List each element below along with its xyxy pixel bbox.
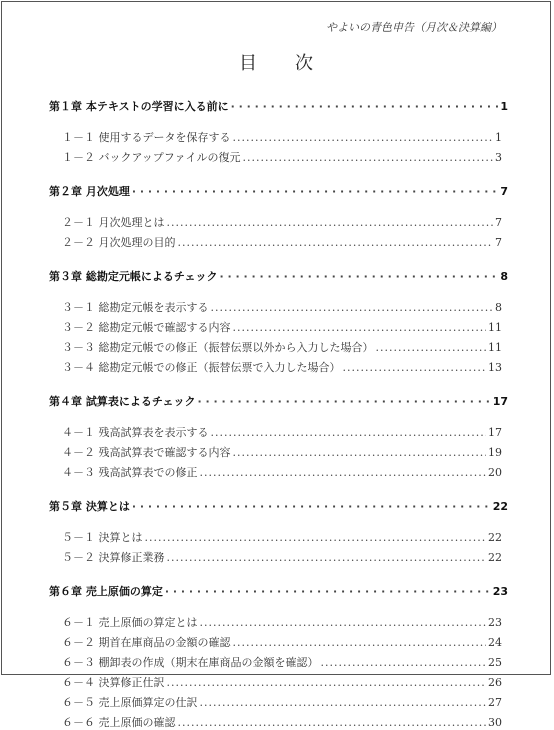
toc-chapter-entry[interactable] [49,268,508,284]
dot-leader [132,500,491,513]
toc-chapter-entry[interactable] [49,183,508,199]
dot-leader [233,446,487,459]
section-title: ３－４ 総勘定元帳での修正（振替伝票で入力した場合） [62,361,341,374]
section-title: ４－２ 残高試算表で確認する内容 [62,446,231,459]
dot-leader [165,585,491,598]
dot-leader [167,216,494,229]
chapter-page-number: 7 [500,185,508,198]
section-title: ４－３ 残高試算表での修正 [62,466,198,479]
section-title: ２－１ 月次処理とは [62,216,165,229]
toc-section-entry[interactable] [49,149,508,165]
chapter-page-number: 23 [492,585,508,598]
dot-leader [211,426,487,439]
header-note: やよいの青色申告（月次＆決算編） [326,21,502,34]
toc-section-entry[interactable] [49,614,508,630]
dot-leader [321,656,487,669]
dot-leader [343,361,487,374]
section-page-number: 27 [488,696,502,709]
dot-leader [178,716,487,729]
toc-section-entry[interactable] [49,339,508,355]
section-title: ６－２ 期首在庫商品の金額の確認 [62,636,231,649]
toc-section-entry[interactable] [49,714,508,730]
section-page-number: 22 [488,551,502,564]
section-title: ２－２ 月次処理の目的 [62,236,176,249]
toc-section-entry[interactable] [49,214,508,230]
section-title: ５－１ 決算とは [62,531,143,544]
toc-section-entry[interactable] [49,464,508,480]
toc-chapter-entry[interactable] [49,498,508,514]
dot-leader [145,531,487,544]
section-page-number: 7 [495,216,502,229]
toc-section-entry[interactable] [49,549,508,565]
dot-leader [243,151,493,164]
dot-leader [233,636,487,649]
toc-section-entry[interactable] [49,529,508,545]
section-title: ６－６ 売上原価の確認 [62,716,176,729]
toc-section-entry[interactable] [49,234,508,250]
chapter-title: 第５章 決算とは [49,500,130,513]
section-page-number: 20 [488,466,502,479]
section-page-number: 30 [488,716,502,729]
toc-chapter-entry[interactable] [49,393,508,409]
toc-title: 目次 [239,53,351,74]
toc-section-entry[interactable] [49,319,508,335]
chapter-title: 第４章 試算表によるチェック [49,395,196,408]
dot-leader [220,270,499,283]
section-page-number: 25 [488,656,502,669]
toc-section-entry[interactable] [49,299,508,315]
dot-leader [200,466,487,479]
toc-section-entry[interactable] [49,444,508,460]
section-title: ６－５ 売上原価算定の仕訳 [62,696,198,709]
dot-leader [200,696,487,709]
toc-section-entry[interactable] [49,654,508,670]
toc-section-entry[interactable] [49,694,508,710]
section-page-number: 7 [495,236,502,249]
toc-section-entry[interactable] [49,674,508,690]
section-page-number: 19 [488,446,502,459]
toc-section-entry[interactable] [49,424,508,440]
toc-section-entry[interactable] [49,129,508,145]
chapter-title: 第３章 総勘定元帳によるチェック [49,270,218,283]
dot-leader [167,551,487,564]
section-title: ６－１ 売上原価の算定とは [62,616,198,629]
toc-chapter-entry[interactable] [49,98,508,114]
section-title: １－２ バックアップファイルの復元 [62,151,241,164]
section-page-number: 13 [488,361,502,374]
section-title: ６－３ 棚卸表の作成（期末在庫商品の金額を確認） [62,656,319,669]
dot-leader [233,321,487,334]
dot-leader [198,395,491,408]
section-title: ４－１ 残高試算表を表示する [62,426,209,439]
section-title: ３－３ 総勘定元帳での修正（振替伝票以外から入力した場合） [62,341,374,354]
toc-chapter-entry[interactable] [49,583,508,599]
chapter-title: 第２章 月次処理 [49,185,130,198]
chapter-page-number: 8 [500,270,508,283]
section-page-number: 11 [488,341,502,354]
dot-leader [200,616,487,629]
chapter-page-number: 17 [492,395,508,408]
document-page [1,1,551,729]
toc-section-entry[interactable] [49,359,508,375]
chapter-page-number: 1 [500,100,508,113]
dot-leader [376,341,487,354]
section-title: ３－１ 総勘定元帳を表示する [62,301,209,314]
dot-leader [211,301,494,314]
section-title: １－１ 使用するデータを保存する [62,131,231,144]
section-title: ３－２ 総勘定元帳で確認する内容 [62,321,231,334]
section-title: ６－４ 決算修正仕訳 [62,676,165,689]
section-page-number: 17 [488,426,502,439]
section-page-number: 8 [495,301,502,314]
section-page-number: 22 [488,531,502,544]
toc-section-entry[interactable] [49,634,508,650]
dot-leader [178,236,494,249]
section-title: ５－２ 決算修正業務 [62,551,165,564]
section-page-number: 24 [488,636,502,649]
dot-leader [132,185,499,198]
dot-leader [231,100,499,113]
chapter-title: 第６章 売上原価の算定 [49,585,163,598]
section-page-number: 11 [488,321,502,334]
section-page-number: 23 [488,616,502,629]
chapter-page-number: 22 [492,500,508,513]
section-page-number: 3 [495,151,502,164]
section-page-number: 1 [495,131,502,144]
dot-leader [233,131,494,144]
chapter-title: 第１章 本テキストの学習に入る前に [49,100,229,113]
section-page-number: 26 [488,676,502,689]
